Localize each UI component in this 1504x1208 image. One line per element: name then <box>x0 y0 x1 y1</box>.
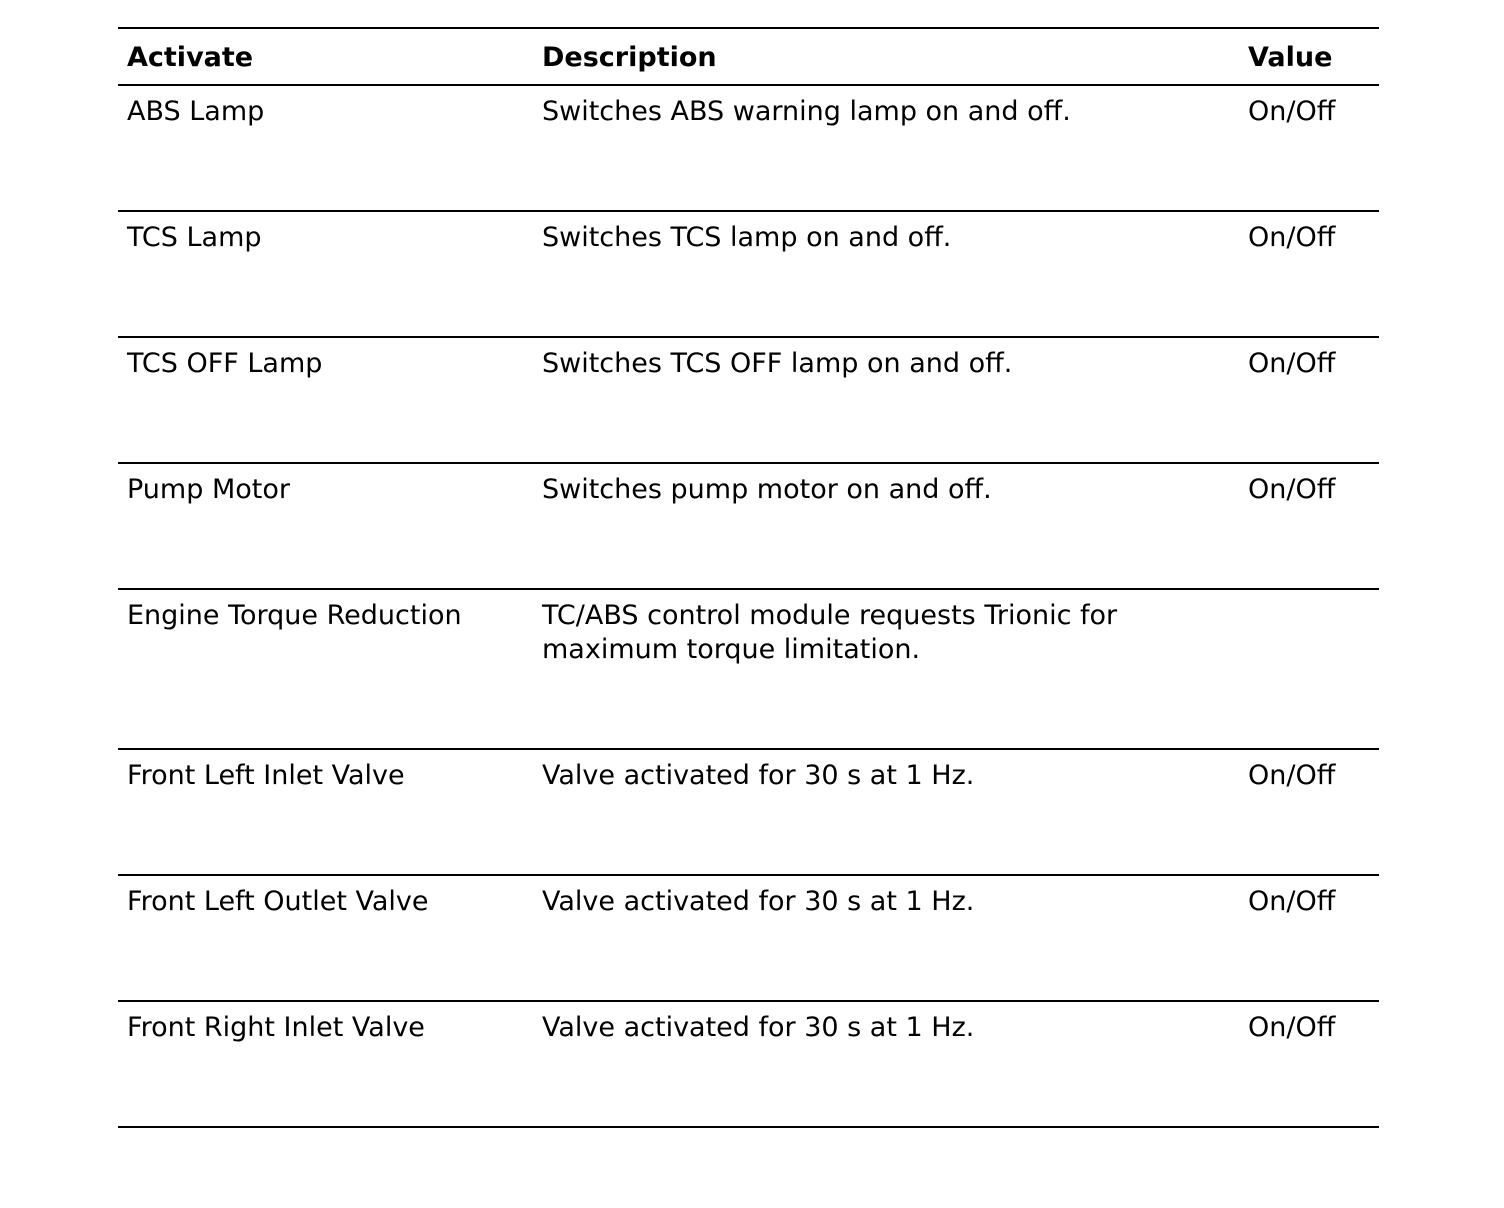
value-cell: On/Off <box>1248 886 1336 917</box>
description-cell: Valve activated for 30 s at 1 Hz. <box>542 886 975 917</box>
activate-cell: Front Right Inlet Valve <box>127 1012 425 1043</box>
description-cell: Switches TCS lamp on and off. <box>542 222 952 253</box>
value-cell: On/Off <box>1248 222 1336 253</box>
table-row <box>118 590 1379 750</box>
description-cell: TC/ABS control module requests Trionic for maximum torque limitation. <box>542 600 1118 665</box>
activate-cell: TCS OFF Lamp <box>127 348 323 379</box>
value-cell: On/Off <box>1248 760 1336 791</box>
activation-table <box>118 27 1379 1128</box>
value-cell <box>1239 590 1379 748</box>
table-row <box>118 464 1379 590</box>
description-cell: Switches ABS warning lamp on and off. <box>542 96 1071 127</box>
activate-cell: Front Left Outlet Valve <box>127 886 429 917</box>
header-activate: Activate <box>127 42 254 73</box>
table-row <box>118 212 1379 338</box>
header-description: Description <box>542 42 717 73</box>
activate-cell: ABS Lamp <box>127 96 265 127</box>
table-row <box>118 338 1379 464</box>
table-row <box>118 876 1379 1002</box>
description-cell: Switches TCS OFF lamp on and off. <box>542 348 1013 379</box>
table-row <box>118 750 1379 876</box>
description-cell: Switches pump motor on and off. <box>542 474 992 505</box>
activate-cell: TCS Lamp <box>127 222 262 253</box>
activate-cell: Pump Motor <box>127 474 290 505</box>
activate-cell: Engine Torque Reduction <box>127 600 462 631</box>
description-cell: Valve activated for 30 s at 1 Hz. <box>542 760 975 791</box>
table-row <box>118 86 1379 212</box>
table-row <box>118 1002 1379 1128</box>
description-cell: Valve activated for 30 s at 1 Hz. <box>542 1012 975 1043</box>
value-cell: On/Off <box>1248 1012 1336 1043</box>
value-cell: On/Off <box>1248 96 1336 127</box>
activate-cell: Front Left Inlet Valve <box>127 760 405 791</box>
value-cell: On/Off <box>1248 474 1336 505</box>
table-header-row <box>118 29 1379 86</box>
value-cell: On/Off <box>1248 348 1336 379</box>
header-value: Value <box>1248 42 1333 73</box>
